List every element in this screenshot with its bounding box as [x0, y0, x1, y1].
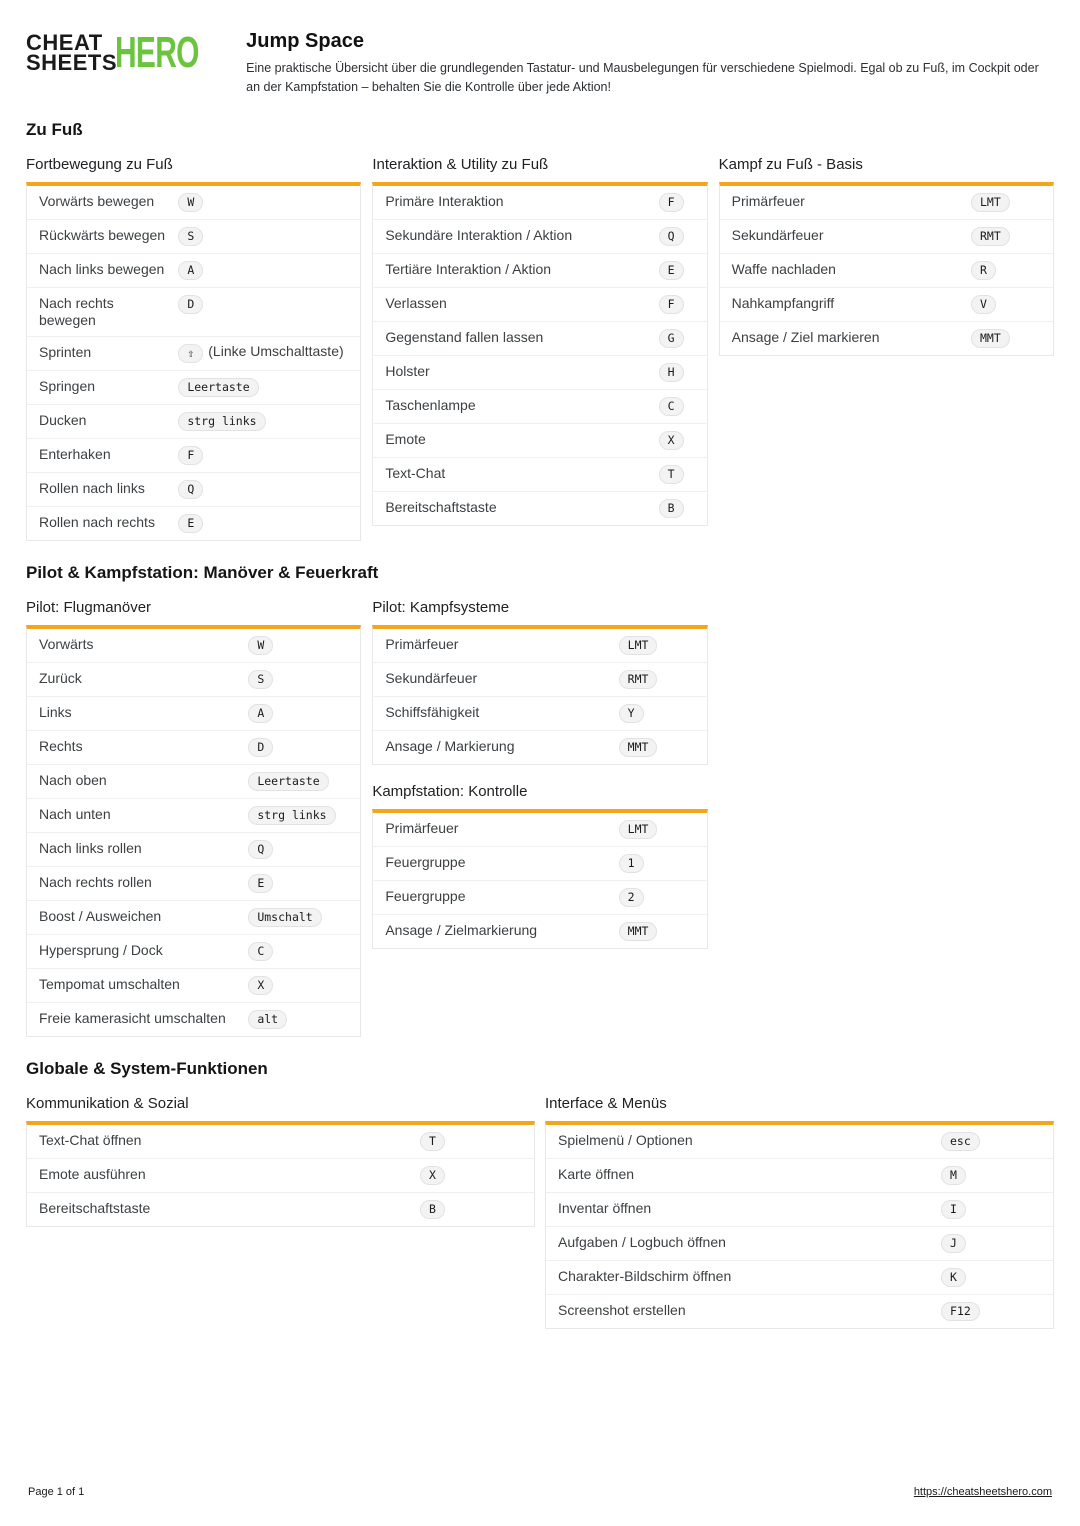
table-row [373, 288, 706, 322]
binding-keys [619, 921, 695, 941]
section-heading: Zu Fuß [26, 119, 83, 139]
table-row [27, 288, 360, 337]
binding-label: Holster [385, 362, 430, 379]
table-row [546, 1261, 1053, 1295]
binding-keys [248, 805, 348, 825]
page-header [26, 30, 1054, 98]
binding-keys [178, 411, 348, 431]
key-badge: 2 [619, 888, 644, 907]
binding-label: Feuergruppe [385, 887, 466, 904]
binding-keys [619, 853, 695, 873]
table-row [546, 1227, 1053, 1261]
keybind-table [372, 599, 707, 765]
key-badge: C [659, 397, 684, 416]
table-title: Kampf zu Fuß - Basis [718, 155, 863, 173]
key-badge: Umschalt [248, 908, 321, 927]
table-title: Pilot: Flugmanöver [26, 598, 152, 616]
key-badge: C [248, 942, 273, 961]
key-badge: Y [619, 704, 644, 723]
binding-keys [971, 226, 1041, 246]
binding-label: Ansage / Markierung [385, 737, 515, 754]
key-badge: V [971, 295, 996, 314]
header-text [246, 30, 1054, 98]
binding-label: Links [39, 703, 72, 720]
page-title: Jump Space [246, 30, 364, 52]
binding-label: Emote ausführen [39, 1165, 146, 1182]
binding-keys [971, 192, 1041, 212]
key-badge: LMT [619, 636, 658, 655]
binding-label: Vorwärts [39, 635, 94, 652]
table-row [27, 220, 360, 254]
key-badge: Leertaste [178, 378, 258, 397]
key-badge: J [941, 1234, 966, 1253]
table-row [373, 731, 706, 764]
table-body [719, 182, 1054, 356]
binding-label: Nahkampfangriff [731, 294, 835, 311]
table-body [372, 182, 707, 526]
binding-keys [248, 873, 348, 893]
key-badge: F [659, 295, 684, 314]
key-badge: 1 [619, 854, 644, 873]
table-row [373, 813, 706, 847]
key-badge: LMT [619, 820, 658, 839]
binding-label: Nach unten [39, 805, 111, 822]
binding-label: Rückwärts bewegen [39, 226, 166, 243]
binding-keys [178, 513, 348, 533]
table-row [27, 833, 360, 867]
binding-keys [659, 396, 695, 416]
table-row [27, 337, 360, 371]
binding-label: Rollen nach rechts [39, 513, 155, 530]
key-badge: X [659, 431, 684, 450]
section-column [719, 144, 1054, 541]
binding-label: Vorwärts bewegen [39, 192, 155, 209]
table-row [27, 371, 360, 405]
binding-keys [178, 192, 348, 212]
binding-label: Sekundärfeuer [385, 669, 478, 686]
key-badge: X [420, 1166, 445, 1185]
key-badge: RMT [971, 227, 1010, 246]
binding-label: Emote [385, 430, 426, 447]
keybind-table [26, 1095, 535, 1227]
keybind-table [719, 156, 1054, 356]
key-badge: S [248, 670, 273, 689]
binding-label: Sekundärfeuer [731, 226, 824, 243]
key-badge: F12 [941, 1302, 980, 1321]
table-row [27, 663, 360, 697]
key-badge: MMT [619, 922, 658, 941]
table-title: Kampfstation: Kontrolle [372, 782, 528, 800]
table-title: Interaktion & Utility zu Fuß [372, 155, 549, 173]
key-badge: Leertaste [248, 772, 328, 791]
binding-label: Feuergruppe [385, 853, 466, 870]
binding-keys [248, 839, 348, 859]
key-badge: D [248, 738, 273, 757]
section-column [26, 1083, 535, 1329]
keybind-table [372, 783, 707, 949]
key-badge: LMT [971, 193, 1010, 212]
binding-keys [619, 635, 695, 655]
binding-keys [178, 226, 348, 246]
key-badge: alt [248, 1010, 287, 1029]
binding-keys [659, 294, 695, 314]
binding-keys [941, 1301, 1041, 1321]
section-column [372, 144, 707, 541]
binding-label: Sprinten [39, 343, 92, 360]
table-row [720, 254, 1053, 288]
binding-label: Zurück [39, 669, 82, 686]
logo-word-cheat: CHEAT [26, 30, 103, 55]
table-row [27, 473, 360, 507]
key-badge: F [659, 193, 684, 212]
key-badge: F [178, 446, 203, 465]
key-badge: S [178, 227, 203, 246]
table-body [26, 182, 361, 541]
binding-keys [659, 260, 695, 280]
binding-label: Waffe nachladen [731, 260, 836, 277]
table-row [720, 288, 1053, 322]
binding-keys [659, 464, 695, 484]
table-row [720, 220, 1053, 254]
binding-label: Springen [39, 377, 96, 394]
table-row [27, 969, 360, 1003]
table-row [373, 881, 706, 915]
binding-label: Boost / Ausweichen [39, 907, 162, 924]
binding-keys [248, 703, 348, 723]
page-number-label: Page 1 of 1 [28, 1486, 85, 1498]
binding-keys [619, 703, 695, 723]
section-column [372, 587, 707, 1037]
table-body [372, 625, 707, 765]
table-row [27, 1159, 534, 1193]
binding-keys [941, 1131, 1041, 1151]
binding-label: Tempomat umschalten [39, 975, 180, 992]
key-badge: R [971, 261, 996, 280]
table-row [27, 697, 360, 731]
key-badge: E [178, 514, 203, 533]
binding-label: Hypersprung / Dock [39, 941, 163, 958]
binding-label: Freie kamerasicht umschalten [39, 1009, 226, 1026]
page-description: Eine praktische Übersicht über die grundlegenden Tastatur- und Mausbelegungen für verschiedene Spielmodi. Egal ob zu Fuß, im Cockpit oder an der Kampfstation – behalten Sie die Kontrolle über jede Aktion! [246, 61, 1039, 95]
table-row [546, 1125, 1053, 1159]
table-row [373, 322, 706, 356]
binding-label: Inventar öffnen [558, 1199, 652, 1216]
key-badge: I [941, 1200, 966, 1219]
logo-wordmark [26, 30, 118, 75]
binding-label: Primärfeuer [731, 192, 805, 209]
table-row [373, 629, 706, 663]
binding-keys [941, 1267, 1041, 1287]
table-row [27, 935, 360, 969]
keybind-table [26, 599, 361, 1037]
table-row [373, 663, 706, 697]
binding-keys [659, 192, 695, 212]
binding-label: Bereitschaftstaste [385, 498, 497, 515]
binding-label: Text-Chat [385, 464, 446, 481]
binding-label: Gegenstand fallen lassen [385, 328, 544, 345]
binding-keys [619, 737, 695, 757]
binding-keys [659, 226, 695, 246]
logo-word-hero: HERO [115, 28, 199, 77]
cheatsheet-section [26, 120, 1054, 541]
binding-keys [248, 737, 348, 757]
key-badge: A [178, 261, 203, 280]
cheatsheetshero-link[interactable]: https://cheatsheetshero.com [913, 1486, 1052, 1498]
binding-label: Nach links rollen [39, 839, 142, 856]
table-row [546, 1159, 1053, 1193]
logo-word-sheets: SHEETS [26, 50, 118, 75]
key-badge: Q [659, 227, 684, 246]
binding-label: Text-Chat öffnen [39, 1131, 142, 1148]
table-row [373, 220, 706, 254]
table-row [373, 254, 706, 288]
binding-label: Sekundäre Interaktion / Aktion [385, 226, 573, 243]
cheatsheetshero-logo [26, 28, 238, 77]
binding-label: Rechts [39, 737, 83, 754]
binding-keys [420, 1165, 522, 1185]
key-badge: W [248, 636, 273, 655]
key-badge: X [248, 976, 273, 995]
binding-keys [178, 445, 348, 465]
binding-keys [659, 362, 695, 382]
sections [26, 120, 1054, 1329]
keybind-table [26, 156, 361, 541]
key-badge: G [659, 329, 684, 348]
section-heading: Pilot & Kampfstation: Manöver & Feuerkraft [26, 562, 379, 582]
table-body [26, 625, 361, 1037]
key-badge: E [248, 874, 273, 893]
key-badge: A [248, 704, 273, 723]
key-badge: strg links [178, 412, 265, 431]
key-badge: T [420, 1132, 445, 1151]
binding-label: Karte öffnen [558, 1165, 635, 1182]
section-heading: Globale & System-Funktionen [26, 1058, 268, 1078]
binding-keys [659, 498, 695, 518]
table-row [373, 458, 706, 492]
keybind-table [545, 1095, 1054, 1329]
binding-label: Aufgaben / Logbuch öffnen [558, 1233, 726, 1250]
key-badge: ⇧ [178, 344, 203, 363]
binding-keys [248, 771, 348, 791]
key-badge: esc [941, 1132, 980, 1151]
table-row [27, 254, 360, 288]
table-row [27, 901, 360, 935]
binding-label: Nach rechts bewegen [39, 294, 114, 328]
binding-label: Ansage / Ziel markieren [731, 328, 880, 345]
binding-label: Enterhaken [39, 445, 111, 462]
key-badge: T [659, 465, 684, 484]
key-badge: B [659, 499, 684, 518]
cheatsheet-section [26, 1059, 1054, 1329]
table-row [546, 1193, 1053, 1227]
binding-label: Verlassen [385, 294, 447, 311]
table-row [27, 1193, 534, 1226]
binding-keys [248, 635, 348, 655]
binding-keys [248, 907, 348, 927]
key-badge: B [420, 1200, 445, 1219]
table-title: Pilot: Kampfsysteme [372, 598, 510, 616]
key-badge: M [941, 1166, 966, 1185]
binding-keys [971, 260, 1041, 280]
keybind-table [372, 156, 707, 526]
binding-keys [178, 260, 348, 280]
table-row [373, 915, 706, 948]
binding-keys [619, 669, 695, 689]
section-columns [26, 1083, 1054, 1329]
binding-keys [941, 1199, 1041, 1219]
table-body [372, 809, 707, 949]
binding-label: Schiffsfähigkeit [385, 703, 480, 720]
binding-keys [659, 430, 695, 450]
binding-label: Nach rechts rollen [39, 873, 152, 890]
binding-label: Taschenlampe [385, 396, 476, 413]
table-row [27, 1003, 360, 1036]
table-row [546, 1295, 1053, 1328]
binding-keys [248, 1009, 348, 1029]
table-row [27, 507, 360, 540]
binding-label: Bereitschaftstaste [39, 1199, 151, 1216]
key-badge: strg links [248, 806, 335, 825]
binding-keys [420, 1199, 522, 1219]
cheatsheet-section [26, 563, 1054, 1037]
binding-label: Charakter-Bildschirm öffnen [558, 1267, 732, 1284]
table-row [373, 492, 706, 525]
binding-keys [619, 887, 695, 907]
binding-label: Ducken [39, 411, 87, 428]
table-title: Kommunikation & Sozial [26, 1094, 189, 1112]
table-row [27, 629, 360, 663]
table-row [27, 186, 360, 220]
binding-label: Nach oben [39, 771, 107, 788]
table-title: Fortbewegung zu Fuß [26, 155, 173, 173]
table-body [545, 1121, 1054, 1329]
key-badge: E [659, 261, 684, 280]
key-badge: D [178, 295, 203, 314]
table-row [373, 390, 706, 424]
binding-label: Tertiäre Interaktion / Aktion [385, 260, 552, 277]
key-badge: MMT [971, 329, 1010, 348]
key-badge: Q [178, 480, 203, 499]
binding-label: Rollen nach links [39, 479, 145, 496]
binding-keys [971, 328, 1041, 348]
table-row [27, 439, 360, 473]
binding-label: Primärfeuer [385, 635, 459, 652]
table-title: Interface & Menüs [545, 1094, 667, 1112]
section-column [545, 1083, 1054, 1329]
binding-label: Primärfeuer [385, 819, 459, 836]
table-row [720, 186, 1053, 220]
page-footer [28, 1486, 1052, 1498]
binding-label: Ansage / Zielmarkierung [385, 921, 538, 938]
table-row [27, 731, 360, 765]
binding-label: Nach links bewegen [39, 260, 165, 277]
key-badge: H [659, 363, 684, 382]
section-columns [26, 144, 1054, 541]
binding-keys [420, 1131, 522, 1151]
key-badge: Q [248, 840, 273, 859]
binding-keys [659, 328, 695, 348]
binding-keys [941, 1233, 1041, 1253]
key-badge: MMT [619, 738, 658, 757]
section-column [26, 587, 361, 1037]
binding-label: Primäre Interaktion [385, 192, 504, 209]
binding-label: Spielmenü / Optionen [558, 1131, 693, 1148]
table-row [373, 697, 706, 731]
key-badge: K [941, 1268, 966, 1287]
table-row [27, 765, 360, 799]
key-note: (Linke Umschalttaste) [208, 342, 344, 359]
binding-keys [619, 819, 695, 839]
section-columns [26, 587, 1054, 1037]
table-row [27, 867, 360, 901]
binding-keys [178, 294, 348, 314]
binding-keys [971, 294, 1041, 314]
table-row [373, 356, 706, 390]
table-row [373, 847, 706, 881]
section-column [26, 144, 361, 541]
binding-label: Screenshot erstellen [558, 1301, 686, 1318]
table-row [373, 186, 706, 220]
binding-keys [178, 377, 348, 397]
binding-keys [178, 343, 348, 363]
table-row [27, 799, 360, 833]
key-badge: RMT [619, 670, 658, 689]
key-badge: W [178, 193, 203, 212]
table-body [26, 1121, 535, 1227]
section-column [719, 587, 1054, 1037]
table-row [720, 322, 1053, 355]
table-row [27, 1125, 534, 1159]
binding-keys [248, 941, 348, 961]
table-row [373, 424, 706, 458]
binding-keys [941, 1165, 1041, 1185]
table-row [27, 405, 360, 439]
binding-keys [248, 669, 348, 689]
binding-keys [178, 479, 348, 499]
binding-keys [248, 975, 348, 995]
